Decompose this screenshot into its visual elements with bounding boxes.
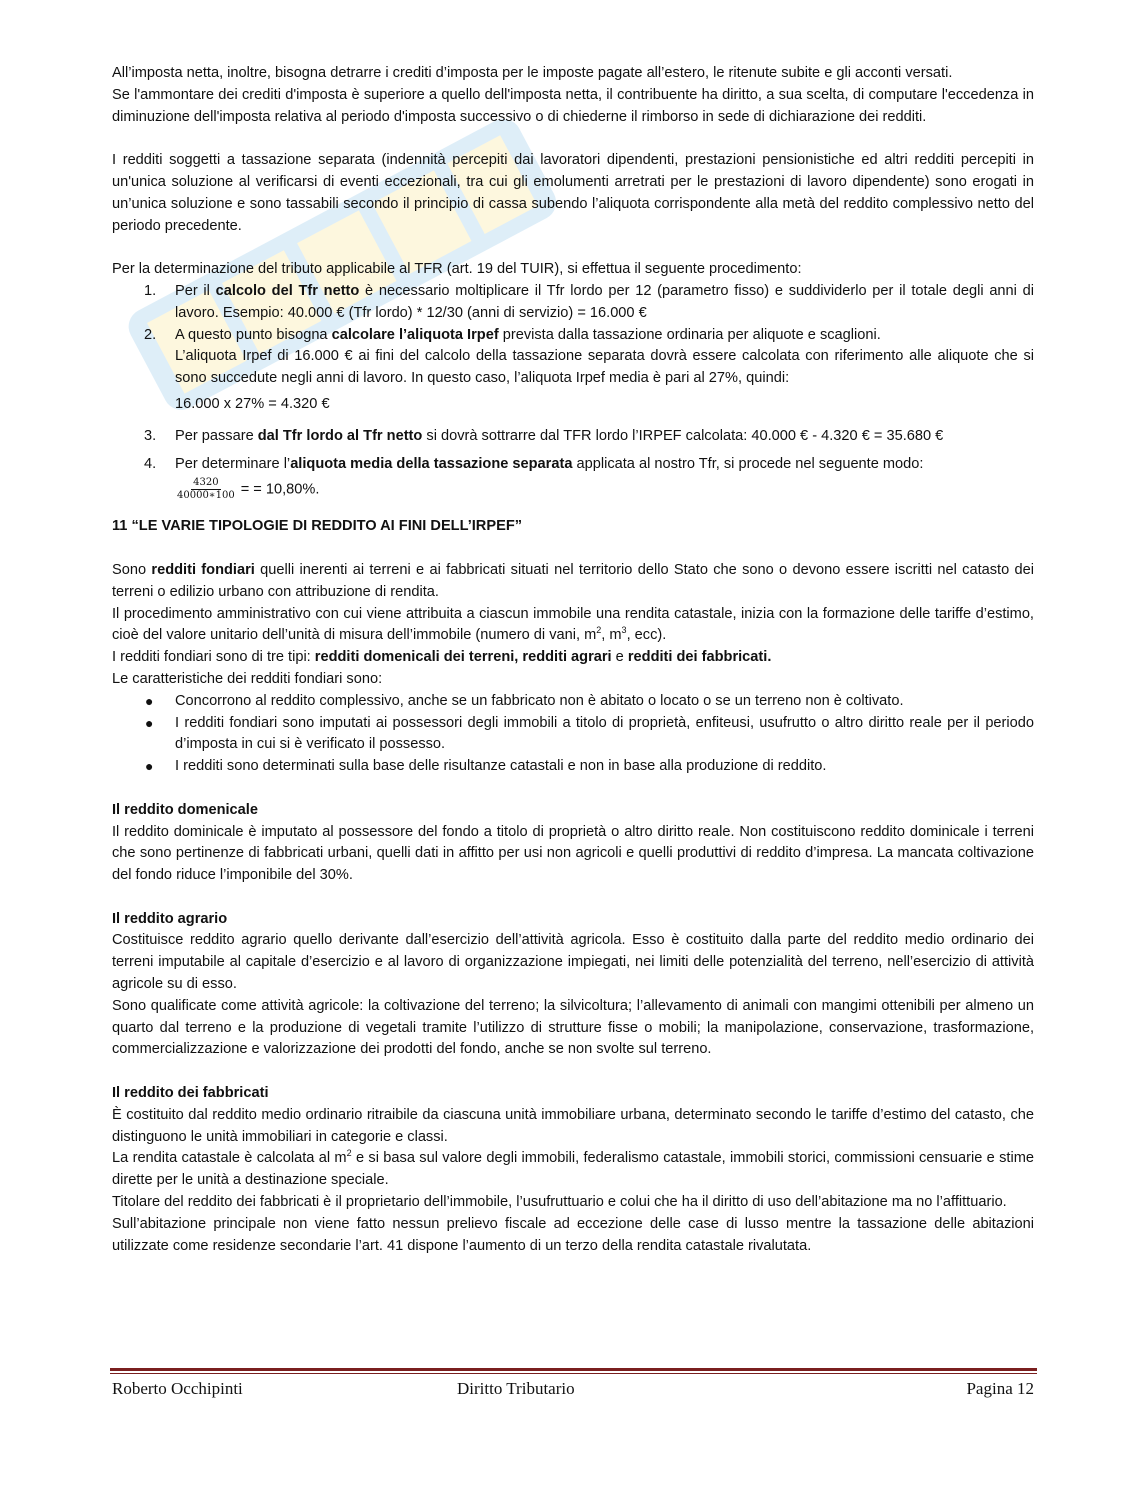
paragraph-tipi: I redditi fondiari sono di tre tipi: redditi domenicali dei terreni, redditi agrari e redditi dei fabbricati.	[112, 649, 772, 666]
list-item: ● I redditi fondiari sono imputati ai possessori degli immobili a titolo di proprietà, enfiteusi, usufrutto o altro diritto reale per il periodo d’imposta in cui si è verificato il possesso.	[145, 714, 1034, 753]
tfr-steps	[112, 281, 1034, 502]
footer-author: Roberto Occhipinti	[112, 1379, 243, 1398]
list-item: 4. Per determinare l’aliquota media della tassazione separata applicata al nostro Tfr, si procede nel seguente modo: $\frac{4320}{40000∗100}$ = = 10,80%.	[112, 454, 1034, 503]
heading-agrario: Il reddito agrario	[112, 910, 228, 927]
footer-subject: Diritto Tributario	[457, 1379, 575, 1398]
list-item: 2. A questo punto bisogna calcolare l’aliquota Irpef prevista dalla tassazione ordinaria per aliquote e scaglioni. L’aliquota Irpef di 16.000 € ai fini del calcolo della tassazione separata dovrà essere calcolata con riferimento alle aliquote che si sono succedute negli anni di lavoro. In questo caso, l’aliquota Irpef media è pari al 27%, quindi: 16.000 x 27% = 4.320 €	[112, 325, 1034, 416]
paragraph-agrario-1: Costituisce reddito agrario quello derivante dall’esercizio dell’attività agricola. Esso è costituito dalla parte del reddito medio ordinario dei terreni imputabile al capitale d’esercizio e al lavoro di organizzazione impiegati, nei limiti delle potenzialità del terreno, nell’esercizio di attività agricole su di esso.	[112, 932, 1034, 993]
list-item: ● Concorrono al reddito complessivo, anche se un fabbricato non è abitato o locato o se un terreno non è coltivato.	[145, 692, 904, 709]
paragraph-eccedenza: Se l'ammontare dei crediti d'imposta è superiore a quello dell'imposta netta, il contribuente ha diritto, a sua scelta, di computare l'eccedenza in diminuzione dell'imposta relativa al periodo d'imposta successivo o di chiederne il rimborso in sede di dichiarazione dei redditi.	[112, 86, 1034, 125]
paragraph-procedimento: Il procedimento amministrativo con cui viene attribuita a ciascun immobile una rendita catastale, inizia con la formazione delle tariffe d’estimo, cioè del valore unitario dell’unità di misura dell’immobile (numero di vani, $m^2$, $m^3$, ecc).	[112, 605, 1034, 644]
footer-page-number: Pagina 12	[966, 1379, 1034, 1398]
fraction: $\frac{4320}{40000∗100}$	[177, 477, 235, 502]
list-item: 1. Per il calcolo del Tfr netto è necessario moltiplicare il Tfr lordo per 12 (parametro fisso) e suddividerlo per il totale degli anni di lavoro. Esempio: 40.000 € (Tfr lordo) * 12/30 (anni di servizio) = 16.000 €	[144, 282, 1034, 321]
paragraph-crediti: All’imposta netta, inoltre, bisogna detrarre i crediti d’imposta per le imposte pagate all’estero, le ritenute subite e gli acconti versati.	[112, 65, 953, 81]
list-item: ● I redditi sono determinati sulla base delle risultanze catastali e non in base alla produzione di reddito.	[145, 758, 827, 775]
formula-result: = = 10,80%.	[240, 481, 320, 498]
paragraph-fabbricati-2: La rendita catastale è calcolata al $m^2$ e si basa sul valore degli immobili, federalismo catastale, immobili storici, commissioni censuarie e stime dirette per le unità a destinazione speciale.	[112, 1148, 1035, 1189]
formula	[175, 477, 1034, 502]
paragraph-domenicale: Il reddito dominicale è imputato al possessore del fondo a titolo di proprietà o altro diritto reale. Non costituiscono reddito dominicale i terreni che sono pertinenze di fabbricati urbani, quelli dati in affitto per usi non agricoli e quelli produttivi di reddito d’impresa. La mancata coltivazione del fondo riduce l’imponibile del 30%.	[112, 823, 1034, 884]
page-footer	[112, 1378, 1034, 1402]
document-body	[112, 63, 1034, 1257]
paragraph-tassazione-separata: I redditi soggetti a tassazione separata (indennità percepiti dai lavoratori dipendenti, prestazioni pensionistiche ed altri redditi percepiti in un'unica soluzione al verificarsi di eventi eccezionali, tra cui gli emolumenti arretrati per le prestazioni di lavoro dipendente) sono erogati in un’unica soluzione e sono tassabili secondo il principio di cassa subendo l’aliquota corrispondente alla metà del reddito complessivo netto del periodo precedente.	[112, 152, 1034, 234]
heading-domenicale: Il reddito domenicale	[112, 801, 258, 818]
paragraph-caratteristiche: Le caratteristiche dei redditi fondiari sono:	[112, 670, 383, 687]
paragraph-agrario-2: Sono qualificate come attività agricole: la coltivazione del terreno; la silvicoltura; l’allevamento di animali con mangimi ottenibili per almeno un quarto dal terreno e la produzione di vegetali tramite l’utilizzo di strutture fisse o mobili; la manipolazione, conservazione, trasformazione, commercializzazione e valorizzazione dei prodotti del fondo, anche se non svolte sul terreno.	[112, 997, 1034, 1058]
paragraph-fabbricati-3: Titolare del reddito dei fabbricati è il proprietario dell’immobile, l’usufruttuario e colui che ha il diritto di uso dell’abitazione ma no l’affittuario.	[112, 1194, 1007, 1211]
heading-fabbricati: Il reddito dei fabbricati	[112, 1085, 269, 1102]
paragraph-fabbricati-4: Sull’abitazione principale non viene fatto nessun prelievo fiscale ad eccezione delle case di lusso mentre la tassazione delle abitazioni utilizzate come residenze secondarie l’art. 41 dispone l’aumento di un terzo della rendita catastale rivalutata.	[112, 1215, 1034, 1254]
paragraph-tfr-intro: Per la determinazione del tributo applicabile al TFR (art. 19 del TUIR), si effettua il seguente procedimento:	[112, 261, 802, 278]
step2-explanation: L’aliquota Irpef di 16.000 € ai fini del calcolo della tassazione separata dovrà essere calcolata con riferimento alle aliquote che si sono succedute negli anni di lavoro. In questo caso, l’aliquota Irpef media è pari al 27%, quindi:	[175, 348, 1034, 387]
footer-rule-thin	[110, 1373, 1037, 1374]
footer-rule	[110, 1368, 1037, 1371]
paragraph-fabbricati-1: È costituito dal reddito medio ordinario ritraibile da ciascuna unità immobiliare urbana, determinato secondo le tariffe d’estimo del catasto, che distinguono le unità immobiliari in categorie e classi.	[112, 1106, 1034, 1145]
step2-calculation: 16.000 x 27% = 4.320 €	[175, 395, 330, 412]
section-title: 11 “LE VARIE TIPOLOGIE DI REDDITO AI FINI DELL’IRPEF”	[112, 518, 523, 535]
features-list	[112, 691, 1034, 778]
list-item: 3. Per passare dal Tfr lordo al Tfr netto si dovrà sottrarre dal TFR lordo l’IRPEF calcolata: 40.000 € - 4.320 € = 35.680 €	[144, 427, 944, 444]
paragraph-fondiari-intro: Sono redditi fondiari quelli inerenti ai terreni e ai fabbricati situati nel territorio dello Stato che sono o devono essere iscritti nel catasto dei terreni o edilizio urbano con attribuzione di rendita.	[112, 561, 1035, 600]
